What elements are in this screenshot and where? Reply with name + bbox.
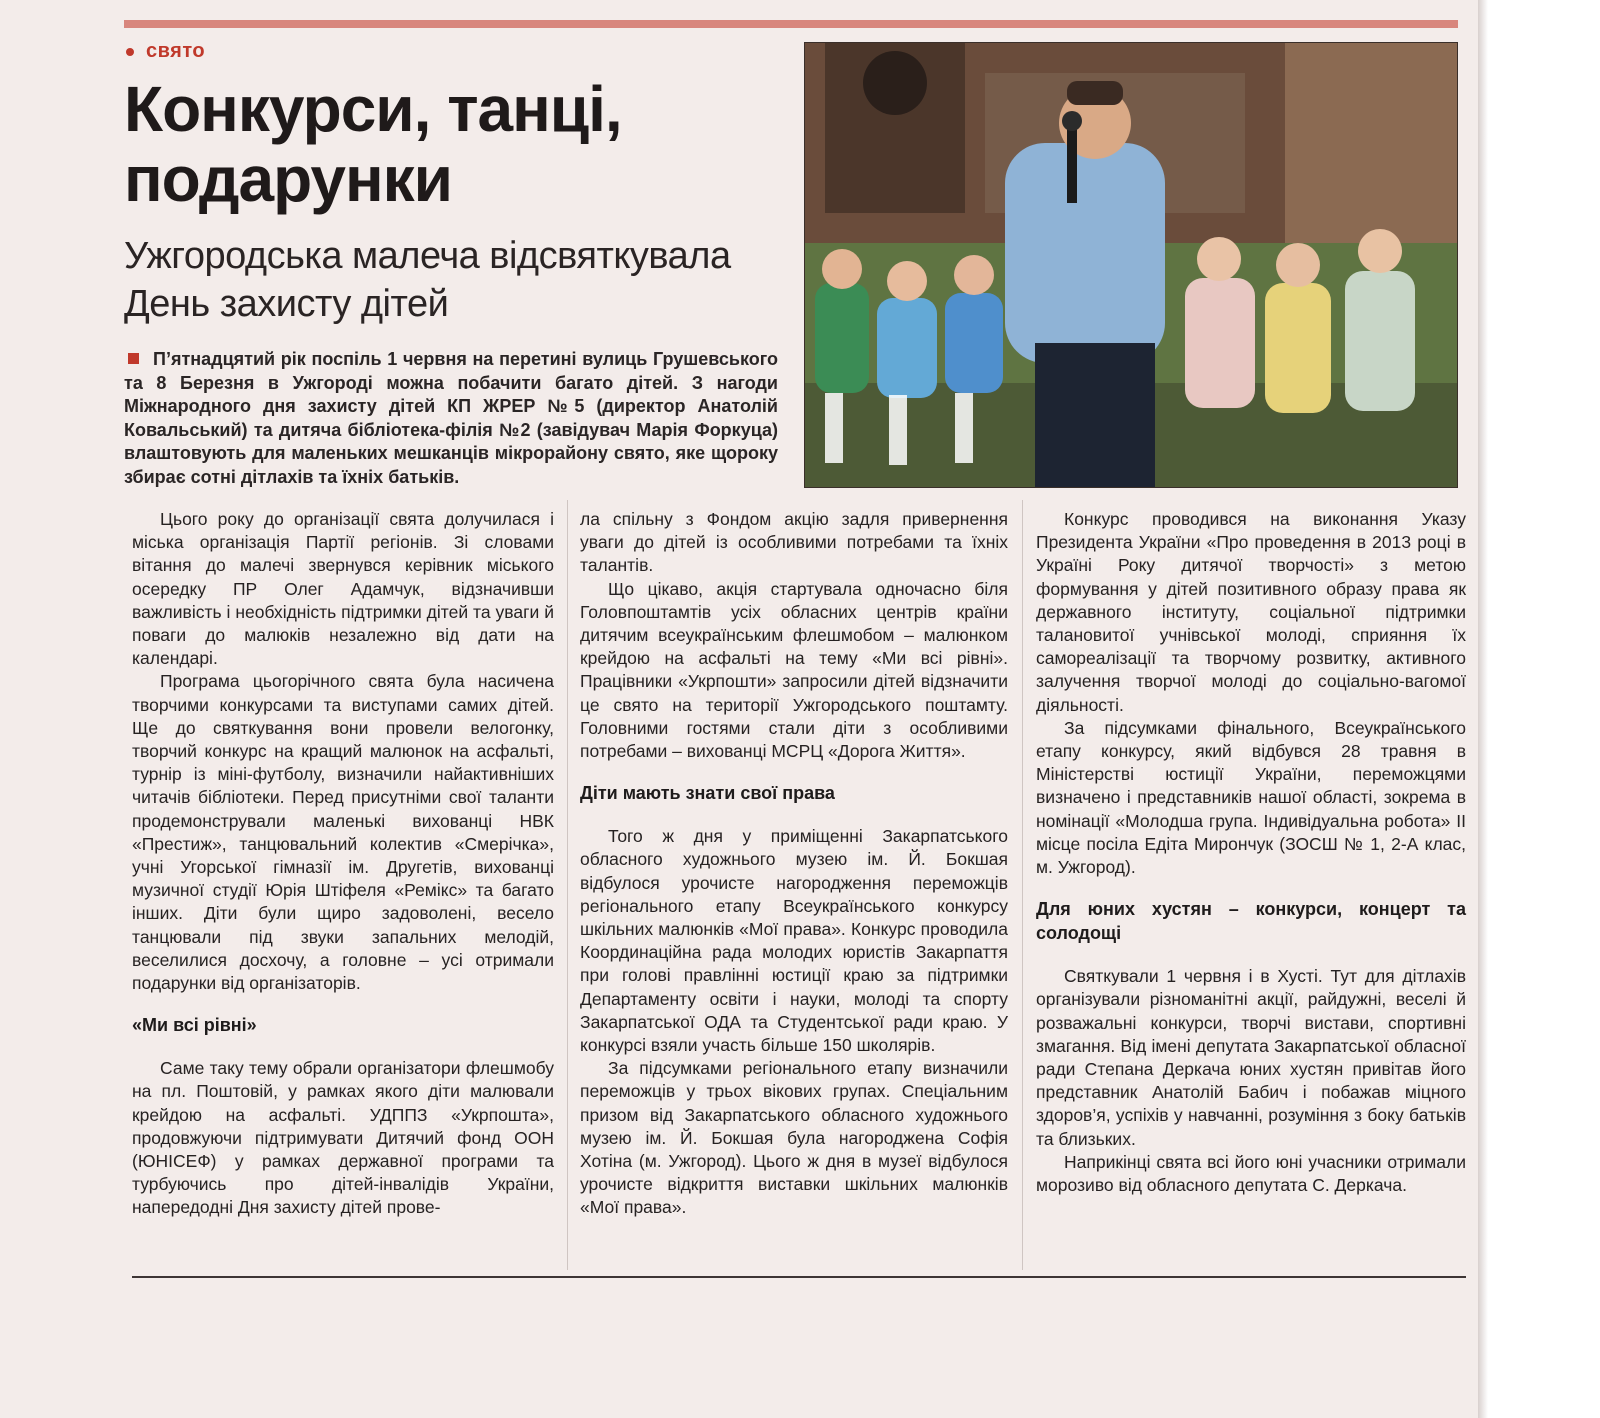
- paragraph: Того ж дня у приміщенні Закарпатського обласного художнього музею ім. Й. Бокшая відбулося урочисте нагородження переможців регіонального етапу Всеукраїнського конкурсу шкільних малюнків «Мої права». Конкурс проводила Координаційна рада молодих юристів Закарпаття при голові правлінні юстиції краю за підтримки Департаменту освіти і науки, молоді та спорту Закарпатської ОДА та Студентської ради краю. У конкурсі взяли участь більше 150 школярів.: [580, 826, 1008, 1056]
- photo-illustration: [805, 43, 1457, 487]
- top-rule: [124, 20, 1458, 28]
- lead-marker-icon: [128, 353, 139, 364]
- article-column-2: [580, 508, 1008, 1220]
- article-photo: [804, 42, 1458, 488]
- paragraph: Цього року до організації свята долучилася і міська організація Партії регіонів. Зі словами вітання до малечі звернувся керівник міського осередку ПР Олег Адамчук, відзначивши важливість і необхідність підтримки дітей та уваги й поваги до малюків незалежно від дати на календарі.: [132, 509, 554, 669]
- paragraph: ла спільну з Фондом акцію задля привернення уваги до дітей із особливими потребами та їхніх талантів.: [580, 509, 1008, 576]
- paragraph: Наприкінці свята всі його юні учасники отримали морозиво від обласного депутата С. Деркача.: [1036, 1151, 1466, 1196]
- paragraph: Що цікаво, акція стартувала одночасно біля Головпоштамтів усіх обласних центрів країни дитячим всеукраїнським флешмобом – малюнком крейдою на асфальті на тему «Ми всі рівні». Працівники «Укрпошти» запросили дітей відзначити це свято на території Ужгородського поштамту. Головними гостями стали діти з особливими потребами – вихованці МСРЦ «Дорога Життя».: [580, 578, 1008, 762]
- lead-text: П’ятнадцятий рік поспіль 1 червня на перетині вулиць Грушевського та 8 Березня в Ужгороді можна побачити багато дітей. З нагоди Міжнародного дня захисту дітей КП ЖРЕР №5 (директор Анатолій Ковальський) та дитяча бібліотека-філія №2 (завідувач Марія Форкуца) влаштовують для маленьких мешканців мікрорайону свято, яке щороку збирає сотні дітлахів та їхніх батьків.: [124, 349, 778, 487]
- page-edge-shadow: [1478, 0, 1488, 1418]
- column-divider: [567, 500, 568, 1270]
- rubric-label: свято: [146, 40, 206, 62]
- bullet-icon: [126, 48, 134, 56]
- paragraph: Святкували 1 червня і в Хусті. Тут для дітлахів організували різноманітні акції, райдужні, веселі й розважальні конкурси, творчі вистави, спортивні змагання. Від імені депутата Закарпатської обласної ради Степана Деркача юних хустян привітав його представник Анатолій Бабич і побажав міцного здоров’я, успіхів у навчанні, розуміння з боку батьків та близьких.: [1036, 966, 1466, 1149]
- article-headline: Конкурси, танці, подарунки: [124, 73, 622, 215]
- section-heading: Діти мають знати свої права: [580, 783, 835, 804]
- section-heading: «Ми всі рівні»: [132, 1015, 257, 1036]
- paragraph: Саме таку тему обрали організатори флешмобу на пл. Поштовій, у рамках якого діти малювали крейдою на асфальті. УДППЗ «Укрпошта», продовжуючи підтримувати Дитячий фонд ООН (ЮНІСЕФ) у рамках державної програми та турбуючись про дітей-інвалідів України, напередодні Дня захисту дітей прове-: [132, 1058, 554, 1218]
- paragraph: Програма цьогорічного свята була насичена творчими конкурсами та виступами самих дітей. Ще до святкування вони провели велогонку, творчий конкурс на кращий малюнок на асфальті, турнір із міні-футболу, визначили найактивніших читачів бібліотеки. Перед присутніми свої таланти продемонстрували маленькі вихованці НВК «Престиж», танцювальний колектив «Смерічка», учні Угорської гімназії ім. Другетів, вихованці музичної студії Юрія Штіфеля «Ремікс» та багато інших. Діти були щиро задоволені, весело танцювали під звуки запальних мелодій, веселилися досхочу, а головне – усі отримали подарунки від організаторів.: [132, 671, 554, 994]
- article-subheadline: Ужгородська малеча відсвяткувала День захисту дітей: [124, 235, 731, 325]
- bottom-rule: [132, 1276, 1466, 1278]
- paragraph: За підсумками фінального, Всеукраїнського етапу конкурсу, який відбувся 28 травня в Міністерстві юстиції України, переможцями визначено і представників нашої області, зокрема в номінації «Молодша група. Індивідуальна робота» II місце посіла Едіта Мирончук (ЗОСШ № 1, 2-А клас, м. Ужгород).: [1036, 717, 1466, 878]
- paragraph: За підсумками регіонального етапу визначили переможців у трьох вікових групах. Спеціальним призом від Закарпатського обласного художнього музею ім. Й. Бокшая була нагороджена Софія Хотіна (м. Ужгород). Цього ж дня в музеї відбулося урочисте відкриття виставки шкільних малюнків «Мої права».: [580, 1058, 1008, 1218]
- section-rubric: [126, 40, 205, 64]
- paragraph: Конкурс проводився на виконання Указу Президента України «Про проведення в 2013 році в Україні Року дитячої творчості» з метою формування у дітей позитивного образу права як державного інституту, соціальної підтримки талановитої учнівської молоді, сприяння їх самореалізації та творчому розвитку, активного залучення творчої молоді до соціально-вагомої діяльності.: [1036, 509, 1466, 715]
- article-column-3: [1036, 508, 1466, 1197]
- section-heading: Для юних хустян – конкурси, концерт та солодощі: [1036, 899, 1466, 944]
- article-column-1: [132, 508, 554, 1220]
- article-lead: [124, 348, 778, 489]
- column-divider: [1022, 500, 1023, 1270]
